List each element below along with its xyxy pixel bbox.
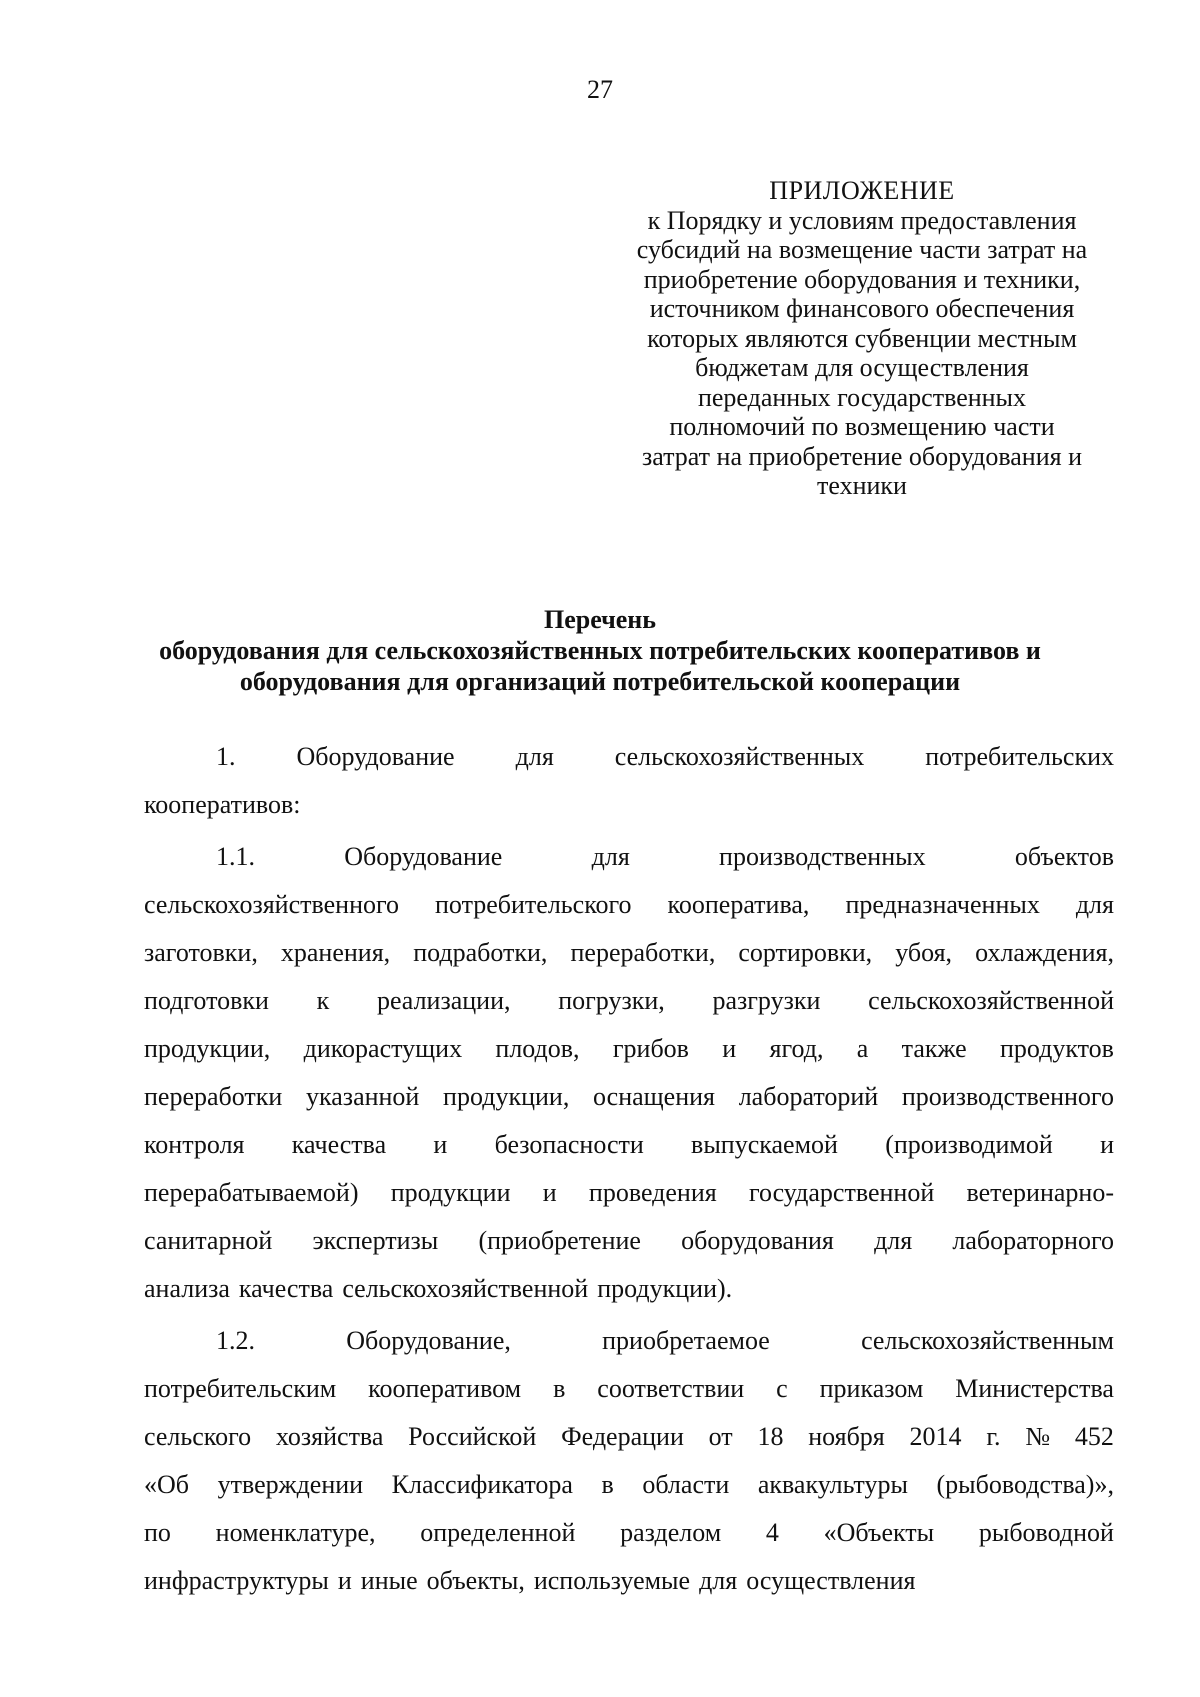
word: в	[601, 1470, 614, 1499]
text-line	[144, 1217, 1114, 1265]
word: для	[591, 842, 630, 871]
word: сельскохозяйственным	[861, 1326, 1114, 1355]
text-line	[144, 781, 1114, 829]
word: Оборудование,	[346, 1326, 511, 1355]
word: области	[642, 1470, 730, 1499]
word: Министерства	[955, 1374, 1114, 1403]
word: плодов,	[495, 1034, 580, 1063]
word: для	[515, 742, 554, 771]
appendix-line: приобретение оборудования и техники,	[643, 264, 1081, 294]
word: государственной	[748, 1178, 935, 1207]
word: продуктов	[999, 1034, 1114, 1063]
word: безопасности	[494, 1130, 644, 1159]
text-line	[144, 1265, 1114, 1313]
word: лабораторного	[952, 1226, 1114, 1255]
word: для	[1075, 890, 1114, 919]
word: разделом	[620, 1518, 722, 1547]
word: продукции,	[443, 1082, 570, 1111]
text-line	[144, 1461, 1114, 1509]
word: 1.1.	[216, 842, 255, 871]
word: приобретаемое	[602, 1326, 770, 1355]
word: объектов	[1014, 842, 1114, 871]
word: продукции	[390, 1178, 511, 1207]
word: для	[874, 1226, 913, 1255]
appendix-line: переданных государственных	[697, 382, 1027, 412]
word: сельскохозяйственной	[342, 1274, 589, 1303]
word: Российской	[408, 1422, 537, 1451]
word: контроля	[144, 1130, 245, 1159]
text-line	[144, 1317, 1114, 1365]
paragraph	[144, 1317, 1114, 1605]
word: выпускаемой	[691, 1130, 838, 1159]
appendix-block	[598, 176, 1126, 501]
appendix-line: источником финансового обеспечения	[649, 294, 1075, 323]
word: убоя,	[895, 938, 953, 967]
word: №	[1025, 1422, 1051, 1451]
word: продукции).	[597, 1274, 733, 1303]
word: номенклатуре,	[215, 1518, 376, 1547]
word: указанной	[306, 1082, 420, 1111]
appendix-line: затрат на приобретение оборудования и	[641, 441, 1083, 471]
text-line	[144, 977, 1114, 1025]
word: Классификатора	[391, 1470, 573, 1499]
word: 1.	[216, 742, 236, 771]
document-title	[100, 604, 1100, 697]
paragraph	[144, 833, 1114, 1313]
word: производственного	[901, 1082, 1114, 1111]
text-line	[144, 881, 1114, 929]
word: 4	[765, 1518, 779, 1547]
word: а	[856, 1034, 869, 1063]
word: 1.2.	[216, 1326, 255, 1355]
appendix-line: полномочий по возмещению части	[669, 412, 1055, 441]
word: также	[901, 1034, 967, 1063]
word: перерабатываемой)	[144, 1178, 359, 1207]
word: аквакультуры	[757, 1470, 908, 1499]
word: оснащения	[593, 1082, 716, 1111]
text-line	[144, 929, 1114, 977]
word: и	[542, 1178, 557, 1207]
word: сортировки,	[738, 938, 873, 967]
appendix-title: ПРИЛОЖЕНИЕ	[769, 176, 955, 205]
word: сельскохозяйственных	[614, 742, 865, 771]
document-body	[144, 733, 1114, 1605]
word: 18	[757, 1422, 784, 1451]
text-line	[144, 1509, 1114, 1557]
word: осуществления	[746, 1566, 916, 1595]
word: ноября	[808, 1422, 885, 1451]
word: лабораторий	[738, 1082, 879, 1111]
text-line	[144, 1413, 1114, 1461]
title-line: оборудования для организаций потребительской кооперации	[239, 667, 961, 696]
word: подготовки	[144, 986, 269, 1015]
word: санитарной	[144, 1226, 273, 1255]
word: потребительским	[144, 1374, 337, 1403]
text-line	[144, 733, 1114, 781]
word: объекты,	[426, 1566, 525, 1595]
word: и	[1100, 1130, 1114, 1159]
word: анализа	[144, 1274, 230, 1303]
appendix-line: к Порядку и условиям предоставления	[647, 205, 1077, 235]
word: г.	[986, 1422, 1001, 1451]
word: с	[776, 1374, 788, 1403]
word: от	[708, 1422, 733, 1451]
word: потребительского	[435, 890, 632, 919]
word: переработки,	[570, 938, 716, 967]
word: определенной	[420, 1518, 576, 1547]
text-line	[144, 833, 1114, 881]
word: кооперативов:	[144, 790, 301, 819]
word: погрузки,	[558, 986, 665, 1015]
word: (производимой	[885, 1130, 1053, 1159]
word: к	[316, 986, 330, 1015]
word: заготовки,	[144, 938, 258, 967]
word: предназначенных	[845, 890, 1040, 919]
word: «Объекты	[823, 1518, 935, 1547]
word: 2014	[909, 1422, 962, 1451]
appendix-line: которых являются субвенции местным	[647, 323, 1077, 353]
word: реализации,	[376, 986, 511, 1015]
text-line	[144, 1169, 1114, 1217]
word: экспертизы	[312, 1226, 439, 1255]
appendix-line: техники	[817, 471, 907, 500]
word: Оборудование	[344, 842, 503, 871]
word: продукции,	[144, 1034, 271, 1063]
word: кооперативом	[368, 1374, 522, 1403]
word: ягод,	[769, 1034, 824, 1063]
word: разгрузки	[712, 986, 821, 1015]
word: 452	[1074, 1422, 1114, 1451]
word: иные	[360, 1566, 418, 1595]
word: хозяйства	[275, 1422, 384, 1451]
appendix-line: бюджетам для осуществления	[695, 353, 1029, 382]
word: используемые	[533, 1566, 691, 1595]
word: сельскохозяйственной	[868, 986, 1114, 1015]
word: оборудования	[681, 1226, 834, 1255]
title-line: оборудования для сельскохозяйственных потребительских кооперативов и	[159, 636, 1041, 665]
word: (приобретение	[478, 1226, 641, 1255]
text-line	[144, 1557, 1114, 1605]
word: в	[553, 1374, 566, 1403]
word: утверждении	[217, 1470, 364, 1499]
word: «Об	[144, 1470, 190, 1499]
word: инфраструктуры	[144, 1566, 329, 1595]
page-number: 27	[587, 75, 613, 104]
word: и	[433, 1130, 448, 1159]
word: качества	[291, 1130, 387, 1159]
text-line	[144, 1073, 1114, 1121]
word: приказом	[819, 1374, 924, 1403]
appendix-line: субсидий на возмещение части затрат на	[636, 235, 1088, 264]
word: дикорастущих	[303, 1034, 463, 1063]
word: соответствии	[597, 1374, 745, 1403]
word: переработки	[144, 1082, 283, 1111]
word: качества	[238, 1274, 334, 1303]
word: сельскохозяйственного	[144, 890, 399, 919]
word: (рыбоводства)»,	[936, 1470, 1114, 1499]
word: Оборудование	[296, 742, 455, 771]
word: ветеринарно-	[966, 1178, 1114, 1207]
word: для	[699, 1566, 738, 1595]
paragraph	[144, 733, 1114, 829]
text-line	[144, 1025, 1114, 1073]
word: по	[144, 1518, 171, 1547]
word: производственных	[719, 842, 926, 871]
text-line	[144, 1121, 1114, 1169]
word: охлаждения,	[975, 938, 1114, 967]
word: хранения,	[280, 938, 391, 967]
word: потребительских	[925, 742, 1114, 771]
word: подработки,	[413, 938, 548, 967]
word: рыбоводной	[978, 1518, 1114, 1547]
word: и	[337, 1566, 352, 1595]
word: проведения	[588, 1178, 717, 1207]
word: сельского	[144, 1422, 252, 1451]
word: грибов	[612, 1034, 689, 1063]
word: Федерации	[561, 1422, 684, 1451]
word: кооператива,	[667, 890, 810, 919]
text-line	[144, 1365, 1114, 1413]
word: и	[722, 1034, 737, 1063]
title-line: Перечень	[543, 605, 657, 634]
